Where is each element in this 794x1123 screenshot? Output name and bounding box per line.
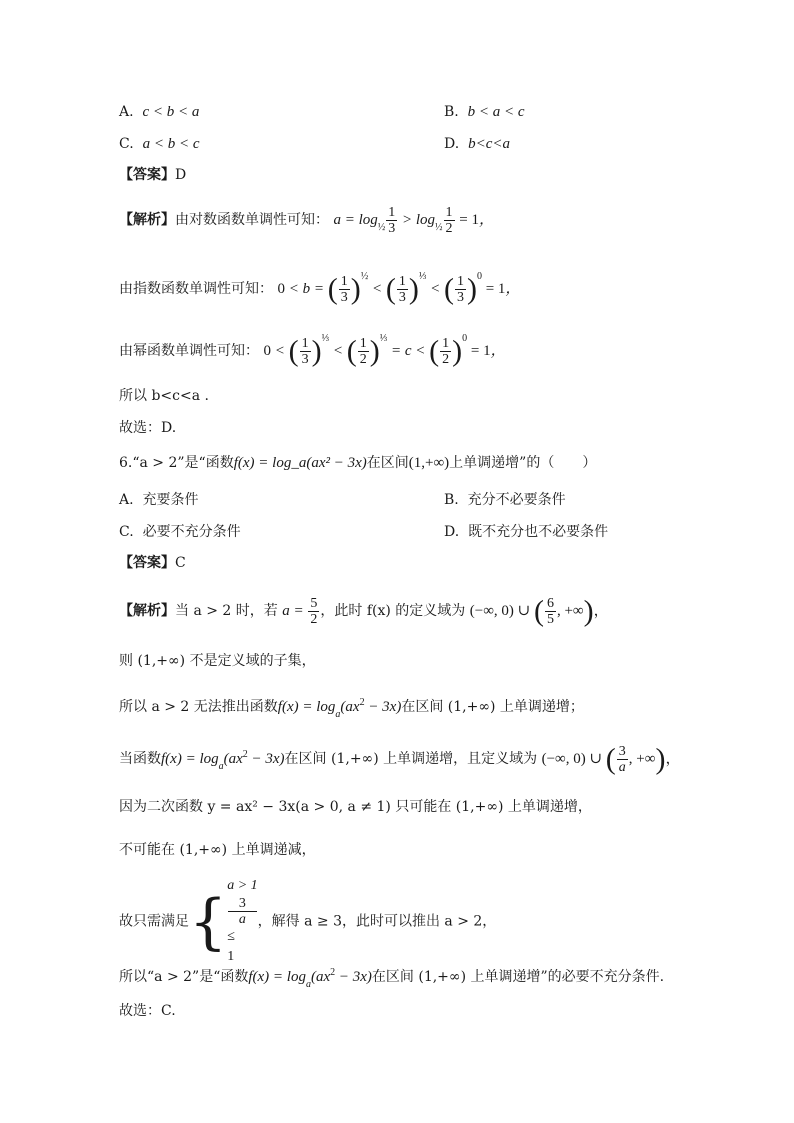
- q6-analysis-line2: 则 (1,+∞) 不是定义域的子集，: [119, 653, 316, 669]
- q6-analysis-line3: 所以 a > 2 无法推出函数$f(x) = \log_a(ax^2 - 3x)$在区间 (1,+∞) 上单调递增；: [119, 697, 584, 720]
- q6-option-c: C. 必要不充分条件: [119, 524, 241, 540]
- q5-power-inequality: 0 < ( $\frac{1}{3}$ )$^{\frac{1}{3}}$ < ( $\frac{1}{2}$ )$^{\frac{1}{3}}$ = c < ( $\frac{1}{2}$ )$^0$ = 1，: [263, 333, 506, 368]
- q5-option-d-text: b<c<a: [468, 136, 510, 152]
- condition-system: a > 1 3 a ≤ 1: [227, 878, 258, 964]
- q6-analysis-line6: 不可能在 (1,+∞) 上单调递减，: [119, 842, 316, 858]
- q5-option-b-text: b < a < c: [467, 104, 525, 120]
- q5-option-a: A. c < b < a: [119, 104, 200, 120]
- q6-option-a: A. 充要条件: [119, 492, 199, 508]
- q6-option-b: B. 充分不必要条件: [444, 492, 566, 508]
- q5-analysis-line1: 【解析】由对数函数单调性可知： $a = \log_{\frac{1}{2}}$ $\frac{1}{3}$ > $\log_{\frac{1}{2}}$ $\frac{1}{2}$ = 1，: [119, 205, 495, 236]
- q5-option-b: B. b < a < c: [444, 104, 525, 120]
- q6-analysis-line5: 因为二次函数 y = ax² − 3x(a > 0, a ≠ 1) 只可能在 (1,+∞) 上单调递增，: [119, 799, 592, 815]
- q6-choose: 故选：C.: [119, 1003, 176, 1019]
- q5-analysis-line4: 所以 b<c<a .: [119, 388, 209, 404]
- q5-option-d: D. b<c<a: [444, 136, 510, 152]
- q5-analysis-line2: 由指数函数单调性可知： 0 < b = ( $\frac{1}{3}$ )$^{\frac{1}{2}}$ < ( $\frac{1}{3}$ )$^{\frac{1}{3}}$ < ( $\frac{1}{3}$ )$^0$ = 1，: [119, 271, 521, 306]
- q6-option-d: D. 既不充分也不必要条件: [444, 524, 609, 540]
- q5-log-inequality: $a = \log_{\frac{1}{2}}$ $\frac{1}{3}$ > $\log_{\frac{1}{2}}$ $\frac{1}{2}$ = 1，: [333, 205, 495, 236]
- q5-choose: 故选：D.: [119, 420, 177, 436]
- q5-exp-inequality: 0 < b = ( $\frac{1}{3}$ )$^{\frac{1}{2}}$ < ( $\frac{1}{3}$ )$^{\frac{1}{3}}$ < ( $\frac{1}{3}$ )$^0$ = 1，: [277, 271, 521, 306]
- q5-option-c: C. a < b < c: [119, 136, 200, 152]
- q6-stem: 6.“a > 2”是“函数f(x) = log_a(ax² − 3x)在区间(1,+∞)上单调递增”的（ ）: [119, 455, 597, 471]
- q6-analysis-line1: 【解析】当 a > 2 时，若 a = $\frac{5}{2}$ ，此时 f(x) 的定义域为 (−∞, 0) ∪ ( $\frac{6}{5}$ , +∞)，: [119, 594, 609, 628]
- q5-option-c-text: a < b < c: [142, 136, 200, 152]
- q5-analysis-line3: 由幂函数单调性可知： 0 < ( $\frac{1}{3}$ )$^{\frac{1}{3}}$ < ( $\frac{1}{2}$ )$^{\frac{1}{3}}$ = c < ( $\frac{1}{2}$ )$^0$ = 1，: [119, 333, 506, 368]
- q5-answer: 【答案】D: [119, 167, 187, 183]
- q6-analysis-line8: 所以“a > 2”是“函数$f(x) = \log_a(ax^2 - 3x)$在区间 (1,+∞) 上单调递增”的必要不充分条件.: [119, 967, 665, 990]
- q5-option-a-text: c < b < a: [142, 104, 200, 120]
- q6-analysis-line7: 故只需满足{ a > 1 3 a ≤ 1 ，解得 a ≥ 3，此时可以推出 a > 2，: [119, 876, 496, 967]
- system-brace: {: [189, 886, 228, 957]
- q6-answer: 【答案】C: [119, 555, 186, 571]
- q6-analysis-line4: 当函数$f(x) = \log_a(ax^2 - 3x)$在区间 (1,+∞) 上单调递增，且定义域为 (−∞, 0) ∪ ( $\frac{3}{a}$ , +∞)，: [119, 742, 681, 776]
